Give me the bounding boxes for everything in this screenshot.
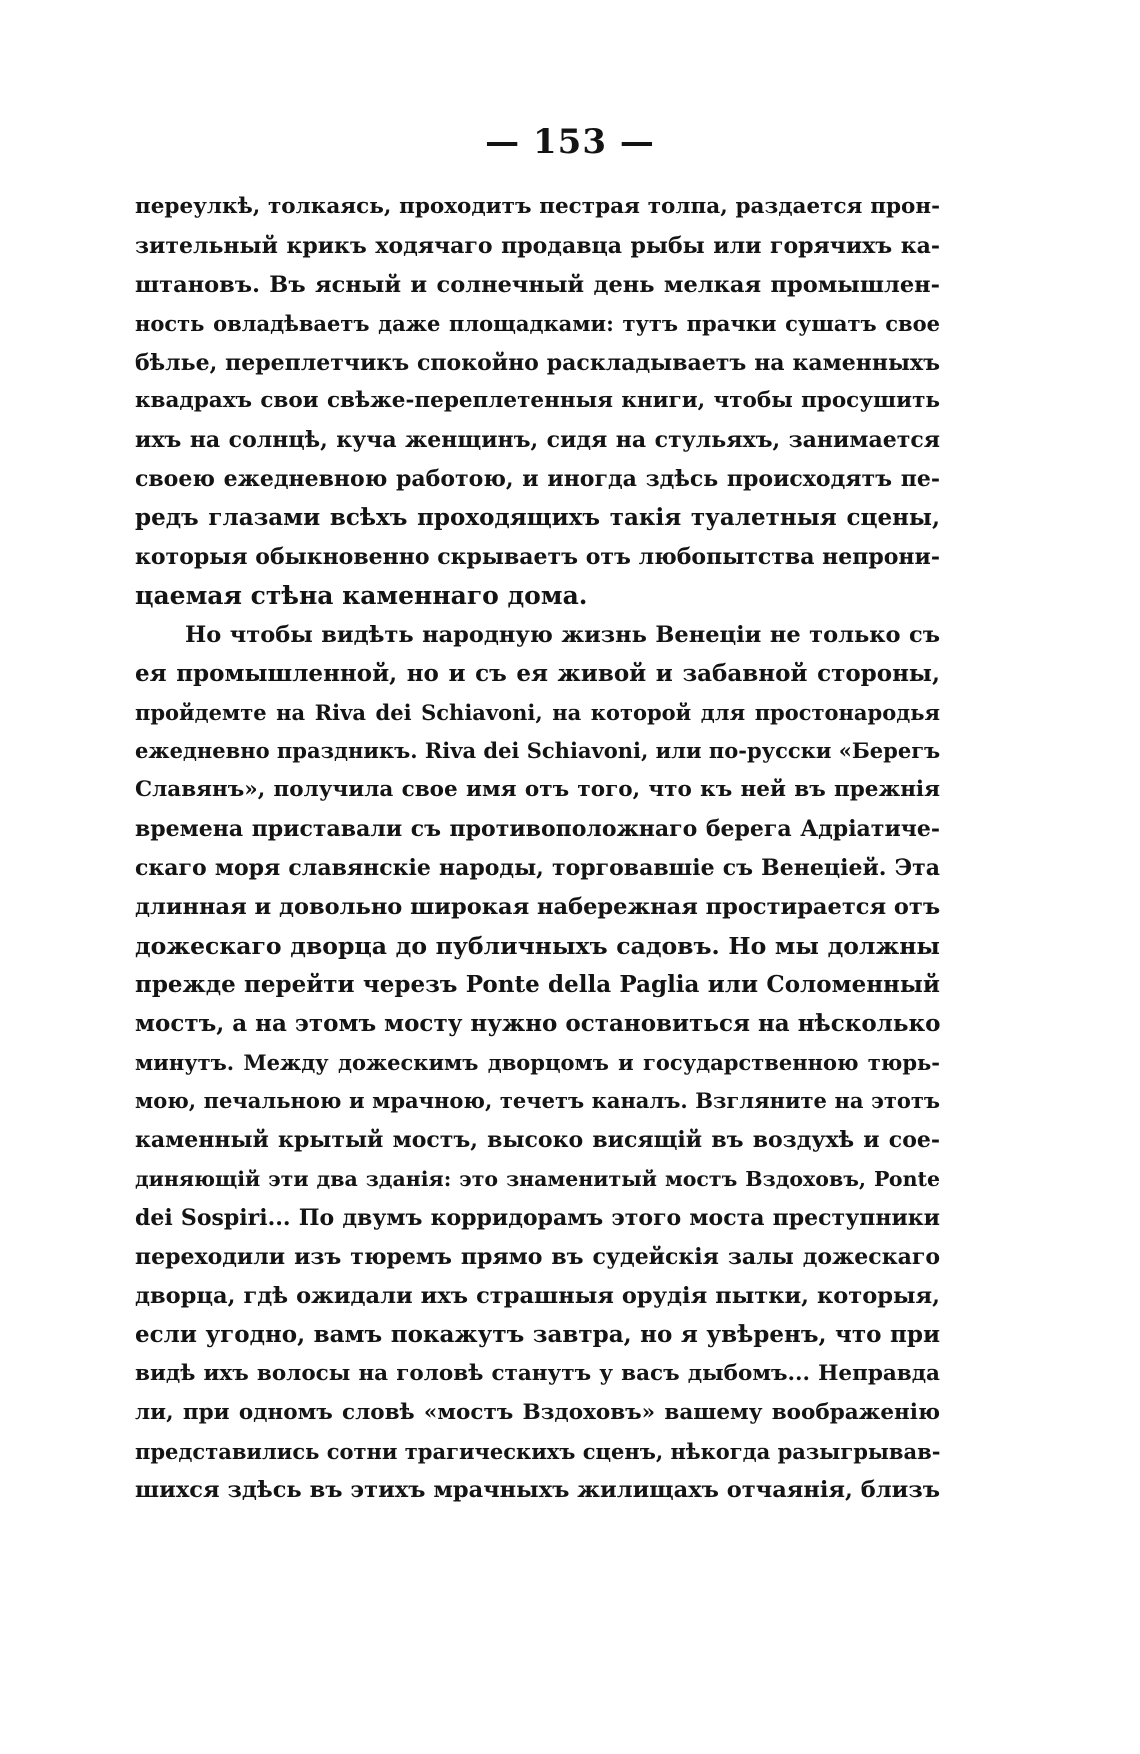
text-line: цаемая стѣна каменнаго дома.	[135, 580, 588, 610]
text-line: штановъ. Въ ясный и солнечный день мелкая промышлен-	[135, 271, 940, 298]
body-text	[135, 188, 940, 1510]
text-line: редъ глазами всѣхъ проходящихъ такія туалетныя сцены,	[135, 504, 940, 532]
text-line: скаго моря славянскіе народы, торговавшіе съ Венеціей. Эта	[135, 855, 940, 882]
text-line: каменный крытый мостъ, высоко висящій въ воздухѣ и сое-	[135, 1127, 940, 1154]
text-line: ли, при одномъ словѣ «мостъ Вздоховъ» вашему воображенію	[135, 1399, 940, 1425]
text-line: мостъ, а на этомъ мосту нужно остановиться на нѣсколько	[135, 1009, 940, 1037]
text-line: диняющій эти два зданія: это знаменитый мостъ Вздоховъ, Ponte	[135, 1167, 940, 1192]
text-line: ихъ на солнцѣ, куча женщинъ, сидя на стульяхъ, занимается	[135, 427, 940, 454]
text-line: представились сотни трагическихъ сценъ, нѣкогда разыгрывав-	[135, 1438, 940, 1464]
text-line: переходили изъ тюремъ прямо въ судейскія залы дожескаго	[135, 1244, 940, 1271]
text-line: дожескаго дворца до публичныхъ садовъ. Но мы должны	[135, 931, 940, 960]
text-line: мою, печальною и мрачною, течетъ каналъ. Взгляните на этотъ	[135, 1088, 940, 1114]
text-line: времена приставали съ противоположнаго берега Адріатиче-	[135, 816, 940, 843]
text-line: ежедневно праздникъ. Riva dei Schiavoni, или по-русски «Берегъ	[135, 738, 940, 764]
text-line: минутъ. Между дожескимъ дворцомъ и государственною тюрь-	[135, 1049, 940, 1075]
text-line: dei Sospiri... По двумъ корридорамъ этого моста преступники	[135, 1205, 940, 1232]
text-line: которыя обыкновенно скрываетъ отъ любопытства непрони-	[135, 544, 940, 571]
text-line: Славянъ», получила свое имя отъ того, что къ ней въ прежнія	[135, 777, 940, 803]
text-line: видѣ ихъ волосы на головѣ станутъ у васъ дыбомъ... Неправда	[135, 1360, 940, 1386]
page-number: — 153 —	[485, 122, 655, 162]
text-line: шихся здѣсь въ этихъ мрачныхъ жилищахъ отчаянія, близъ	[135, 1477, 940, 1504]
text-line: если угодно, вамъ покажутъ завтра, но я увѣренъ, что при	[135, 1320, 940, 1348]
text-line: квадрахъ свои свѣже-переплетенныя книги, чтобы просушить	[135, 388, 940, 414]
text-line: ея промышленной, но и съ ея живой и забавной стороны,	[135, 659, 940, 687]
text-line: переулкѣ, толкаясь, проходитъ пестрая толпа, раздается прон-	[135, 194, 940, 219]
text-line: бѣлье, переплетчикъ спокойно раскладываетъ на каменныхъ	[135, 349, 940, 376]
text-line: ность овладѣваетъ даже площадками: тутъ прачки сушатъ свое	[135, 310, 940, 336]
text-line: зительный крикъ ходячаго продавца рыбы или горячихъ ка-	[135, 232, 940, 259]
text-line: длинная и довольно широкая набережная простирается отъ	[135, 894, 940, 921]
text-line: прежде перейти черезъ Ponte della Paglia или Соломенный	[135, 970, 940, 998]
text-line: Но чтобы видѣть народную жизнь Венеціи не только съ	[185, 621, 940, 648]
text-line: своею ежедневною работою, и иногда здѣсь происходятъ пе-	[135, 466, 940, 493]
text-line: пройдемте на Riva dei Schiavoni, на которой для простонародья	[135, 699, 940, 725]
text-line: дворца, гдѣ ожидали ихъ страшныя орудія пытки, которыя,	[135, 1282, 940, 1309]
